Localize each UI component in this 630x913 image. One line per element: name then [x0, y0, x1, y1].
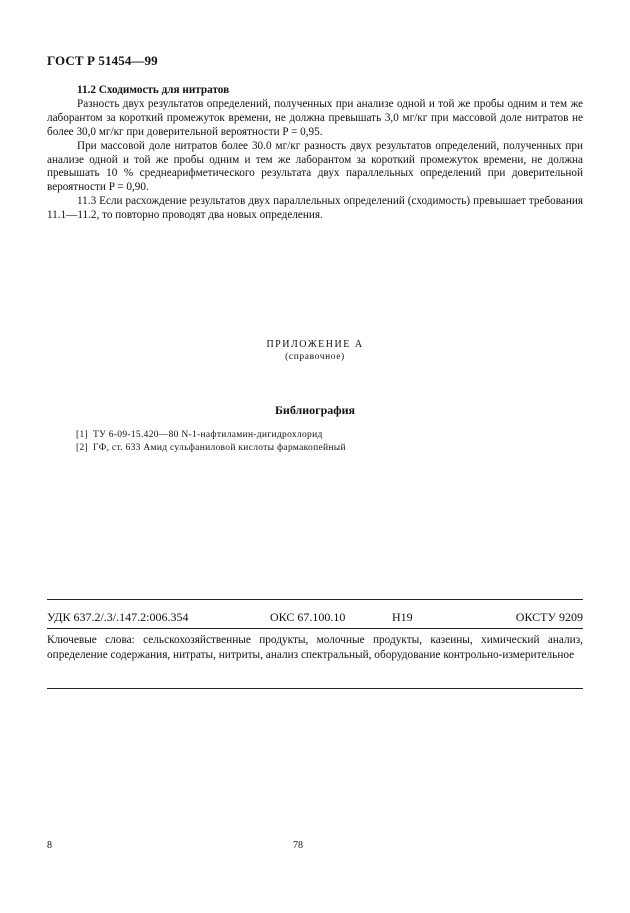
bibliography-item-text: ГФ, ст. 633 Амид сульфаниловой кислоты фармакопейный: [92, 443, 346, 453]
keywords: Ключевые слова: сельскохозяйственные продукты, молочные продукты, казеины, химический анализ, определение содержания, нитраты, нитриты, анализ спектральный, оборудование контрольно-измерительное: [47, 634, 583, 661]
bibliography-item-number: [2]: [76, 443, 88, 453]
section-11-2-paragraph-1: Разность двух результатов определений, полученных при анализе одной и той же пробы одним и тем же лаборантом за короткий промежуток времени, не должна превышать 3,0 мг/кг при массовой доле нитратов не более 30,0 мг/кг при доверительной вероятности P = 0,95.: [47, 97, 583, 138]
section-11-2-paragraph-2: При массовой доле нитратов более 30.0 мг/кг разность двух результатов определений, полученных при анализе одной и той же пробы одним и тем же лаборантом за короткий промежуток времени, не должна превышать 10 % среднеарифметического результата двух параллельных определений при доверительной вероятности P = 0,90.: [47, 139, 583, 194]
page-number: 8: [47, 840, 52, 851]
appendix-title: ПРИЛОЖЕНИЕ А: [266, 339, 364, 350]
okstu-code: ОКСТУ 9209: [515, 610, 583, 624]
oks-code: ОКС 67.100.10: [270, 610, 346, 624]
bibliography-title: Библиография: [274, 403, 356, 417]
bibliography-item: [76, 429, 351, 442]
bottom-divider: [47, 688, 583, 689]
category-code: Н19: [392, 610, 413, 624]
udk-code: УДК 637.2/.3/.147.2:006.354: [47, 610, 189, 624]
middle-divider: [47, 628, 583, 629]
bibliography-list: [76, 429, 351, 455]
top-divider: [47, 599, 583, 600]
bibliography-item-number: [1]: [76, 430, 88, 440]
section-11-2-heading: 11.2 Сходимость для нитратов: [77, 84, 230, 96]
document-header: ГОСТ Р 51454—99: [47, 53, 158, 68]
appendix-subtitle: (справочное): [285, 352, 345, 362]
sheet-number: 78: [293, 840, 303, 851]
bibliography-item-text: ТУ 6-09-15.420—80 N-1-нафтиламин-дигидрохлорид: [92, 430, 323, 440]
body-text: [47, 84, 583, 223]
bibliography-item: [76, 442, 351, 455]
section-11-3-paragraph: 11.3 Если расхождение результатов двух параллельных определений (сходимость) превышает требования 11.1—11.2, то повторно проводят два новых определения.: [47, 195, 583, 222]
